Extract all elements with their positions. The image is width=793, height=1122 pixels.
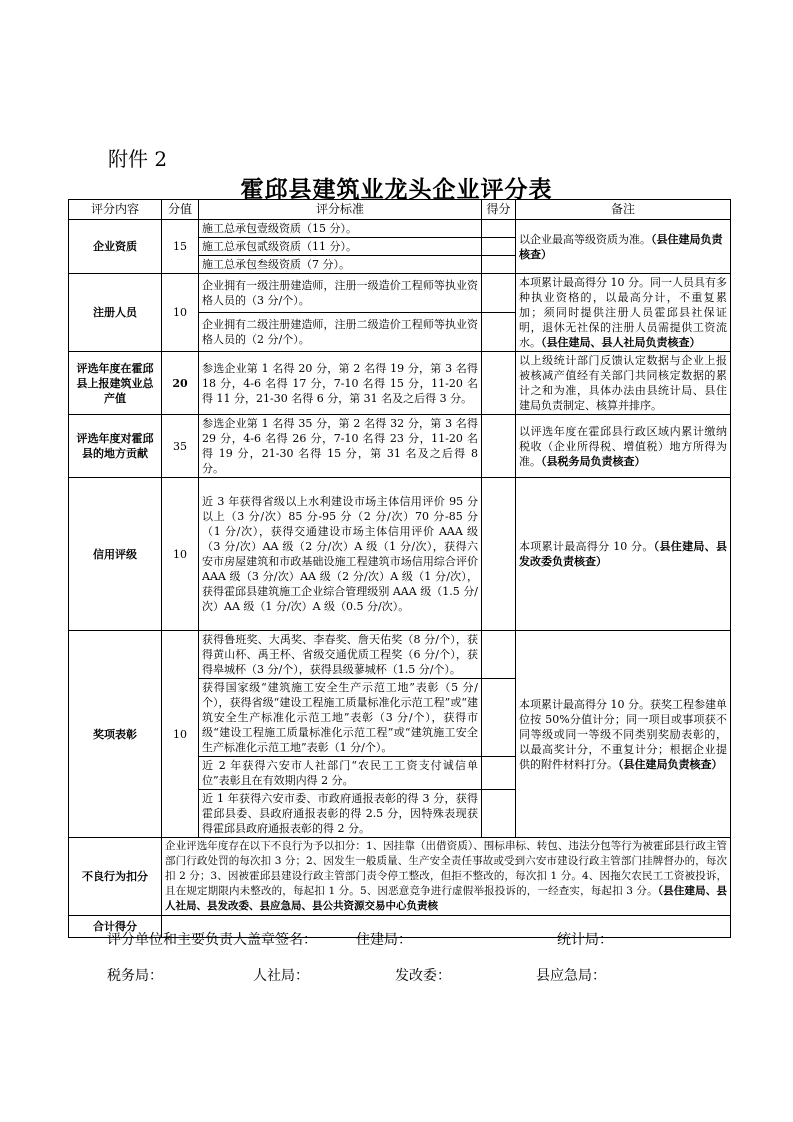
criteria-cell: 参选企业第 1 名得 20 分，第 2 名得 19 分，第 3 名得 18 分，4-6 名得 17 分，7-10 名得 15 分，11-20 名得 11 分，21-30 名得 6 分，第 31 名及之后得 3 分。 xyxy=(199,352,482,415)
criteria-cell: 施工总承包贰级资质（11 分）。 xyxy=(199,238,482,256)
category-cell: 合计得分 xyxy=(69,916,162,938)
points-cell[interactable] xyxy=(482,352,516,415)
criteria-cell: 获得鲁班奖、大禹奖、李春奖、詹天佑奖（8 分/个），获得黄山杯、禹王杯、省级交通优质工程奖（6 分/个），获得皋城杯（3 分/个），获得县级蓼城杯（1.5 分/个）。 xyxy=(199,631,482,679)
score-cell: 15 xyxy=(162,220,199,274)
criteria-cell: 参选企业第 1 名得 35 分，第 2 名得 32 分，第 3 名得 29 分，4-6 名得 26 分，7-10 名得 23 分，11-20 名得 19 分，21-30 名得 15 分，第 31 名及之后得 8 分。 xyxy=(199,415,482,478)
remark-cell xyxy=(516,220,731,274)
sign-fagai: 发改委： xyxy=(395,968,451,984)
table-row xyxy=(69,352,731,415)
points-cell[interactable] xyxy=(482,478,516,631)
criteria-cell xyxy=(162,838,731,916)
criteria-cell: 获得国家级“建筑施工安全生产示范工地”表彰（5 分/个），获得省级“建设工程施工质量标准化示范工程”或“建筑安全生产标准化示范工地”表彰（3 分/个），获得市级“建设工程施工质量标准化示范工程”或“建筑施工安全生产标准化示范工地”表彰（1 分/个）。 xyxy=(199,679,482,757)
criteria-cell: 近 3 年获得省级以上水利建设市场主体信用评价 95 分以上（3 分/次）85 分-95 分（2 分/次）70 分-85 分（1 分/次），获得交通建设市场主体信用评价 AAA 级（3 分/次）AA 级（2 分/次）A 级（1 分/次），获得六安市房屋建筑和市政基础设施工程建筑市场信用综合评价 AAA 级（3 分/次）AA 级（2 分/次）A 级（1 分/次），获得霍邱县建筑施工企业综合管理级别 AAA 级（1.5 分/次）AA 级（1 分/次）A 级（0.5 分/次）。 xyxy=(199,478,482,631)
header-points: 得分 xyxy=(482,200,516,220)
remark-cell xyxy=(516,415,731,478)
score-cell: 20 xyxy=(162,352,199,415)
score-cell: 35 xyxy=(162,415,199,478)
sign-renshe: 人社局： xyxy=(253,968,309,984)
header-row xyxy=(69,200,731,220)
points-cell[interactable] xyxy=(482,790,516,838)
points-cell[interactable] xyxy=(482,679,516,757)
remark-dept: （县住建局负责核查） xyxy=(618,757,723,771)
remark-dept: （县住建局负责核查） xyxy=(519,232,723,261)
remark-dept: （县住建局、县人社局负责核查） xyxy=(541,336,701,349)
criteria-cell: 近 2 年获得六安市人社部门“农民工工资支付诚信单位”表彰且在有效期内得 2 分。 xyxy=(199,757,482,790)
table-row xyxy=(69,631,731,679)
criteria-cell: 企业拥有二级注册建造师，注册二级造价工程师等执业资格人员的（2 分/个）。 xyxy=(199,313,482,352)
table-row xyxy=(69,838,731,916)
score-table xyxy=(68,199,731,938)
points-cell[interactable] xyxy=(482,274,516,313)
header-content: 评分内容 xyxy=(69,200,162,220)
score-cell: 10 xyxy=(162,274,199,352)
remark-cell xyxy=(516,478,731,631)
category-cell: 信用评级 xyxy=(69,478,162,631)
category-cell: 评选年度对霍邱县的地方贡献 xyxy=(69,415,162,478)
remark-cell xyxy=(516,631,731,838)
sign-label: 评分单位和主要负责人盖章签名： xyxy=(107,932,317,948)
points-cell[interactable] xyxy=(482,238,516,256)
score-cell: 10 xyxy=(162,631,199,838)
category-cell: 不良行为扣分 xyxy=(69,838,162,916)
remark-dept: （县住建局、县发改委负责核查） xyxy=(519,540,727,568)
points-cell[interactable] xyxy=(482,313,516,352)
points-cell[interactable] xyxy=(482,757,516,790)
page-title: 霍邱县建筑业龙头企业评分表 xyxy=(240,177,553,203)
remark-cell: 以上级统计部门反馈认定数据与企业上报被核减产值经有关部门共同核定数据的累计之和为准，具体办法由县统计局、县住建局负责制定、核算并排序。 xyxy=(516,352,731,415)
remark-text: 本项累计最高得分 10 分。 xyxy=(519,540,654,553)
attachment-label: 附件 2 xyxy=(108,147,168,171)
remark-text: 以评选年度在霍邱县行政区域内累计缴纳税收（企业所得税、增值税）地方所得为准。 xyxy=(519,424,727,468)
table-row xyxy=(69,478,731,631)
criteria-cell: 近 1 年获得六安市委、市政府通报表彰的得 3 分，获得霍邱县委、县政府通报表彰的得 2.5 分，因特殊表现获得霍邱县政府通报表彰的得 2 分。 xyxy=(199,790,482,838)
table-row xyxy=(69,274,731,313)
sign-zhujian: 住建局： xyxy=(356,932,412,948)
category-cell: 奖项表彰 xyxy=(69,631,162,838)
remark-text: 本项累计最高得分 10 分。同一人员具有多种执业资格的，以最高分计，不重复累加；须同时提供注册人员霍邱县社保证明，退休无社保的注册人员需提供工资流水。 xyxy=(519,276,727,349)
criteria-cell: 施工总承包叁级资质（7 分）。 xyxy=(199,256,482,274)
table-row xyxy=(69,220,731,238)
category-cell: 评选年度在霍邱县上报建筑业总产值 xyxy=(69,352,162,415)
score-cell: 10 xyxy=(162,478,199,631)
remark-text: 本项累计最高得分 10 分。获奖工程参建单位按 50%分值计分；同一项目或事项获不同等级或同一等级不同类别奖励表彰的，以最高奖计分，不重复计分；根据企业提供的附件材料打分。 xyxy=(519,697,727,771)
remark-cell xyxy=(516,274,731,352)
criteria-cell: 施工总承包壹级资质（15 分）。 xyxy=(199,220,482,238)
criteria-text: 企业评选年度存在以下不良行为予以扣分：1、因挂靠（出借资质）、围标串标、转包、违法分包等行为被霍邱县行政主管部门行政处罚的每次扣 3 分；2、因发生一般质量、生产安全责任事故或受到六安市建设行政主管部门挂牌督办的，每次扣 2 分；3、因被霍邱县建设行政主管部门责令停工整改，但拒不整改的，每次扣 1 分。4、因拖欠农民工工资被投诉，且在规定期限内未整改的，每起扣 1 分。5、因恶意竞争进行虚假举报投诉的，一经查实，每起扣 3 分。 xyxy=(165,840,727,897)
remark-text: 以企业最高等级资质为准。 xyxy=(519,232,651,246)
sign-shuiwu: 税务局： xyxy=(107,968,163,984)
header-criteria: 评分标准 xyxy=(199,200,482,220)
header-score: 分值 xyxy=(162,200,199,220)
points-cell[interactable] xyxy=(482,631,516,679)
sign-tongji: 统计局： xyxy=(557,932,613,948)
table-row xyxy=(69,415,731,478)
header-remark: 备注 xyxy=(516,200,731,220)
points-cell[interactable] xyxy=(482,415,516,478)
remark-dept: （县税务局负责核查） xyxy=(541,454,646,468)
sign-yingji: 县应急局： xyxy=(536,968,606,984)
criteria-cell: 企业拥有一级注册建造师，注册一级造价工程师等执业资格人员的（3 分/个）。 xyxy=(199,274,482,313)
remark-dept: （县住建局、县人社局、县发改委、县应急局、县公共资源交易中心负责核 xyxy=(165,885,727,912)
category-cell: 注册人员 xyxy=(69,274,162,352)
category-cell: 企业资质 xyxy=(69,220,162,274)
points-cell[interactable] xyxy=(482,220,516,238)
points-cell[interactable] xyxy=(482,256,516,274)
